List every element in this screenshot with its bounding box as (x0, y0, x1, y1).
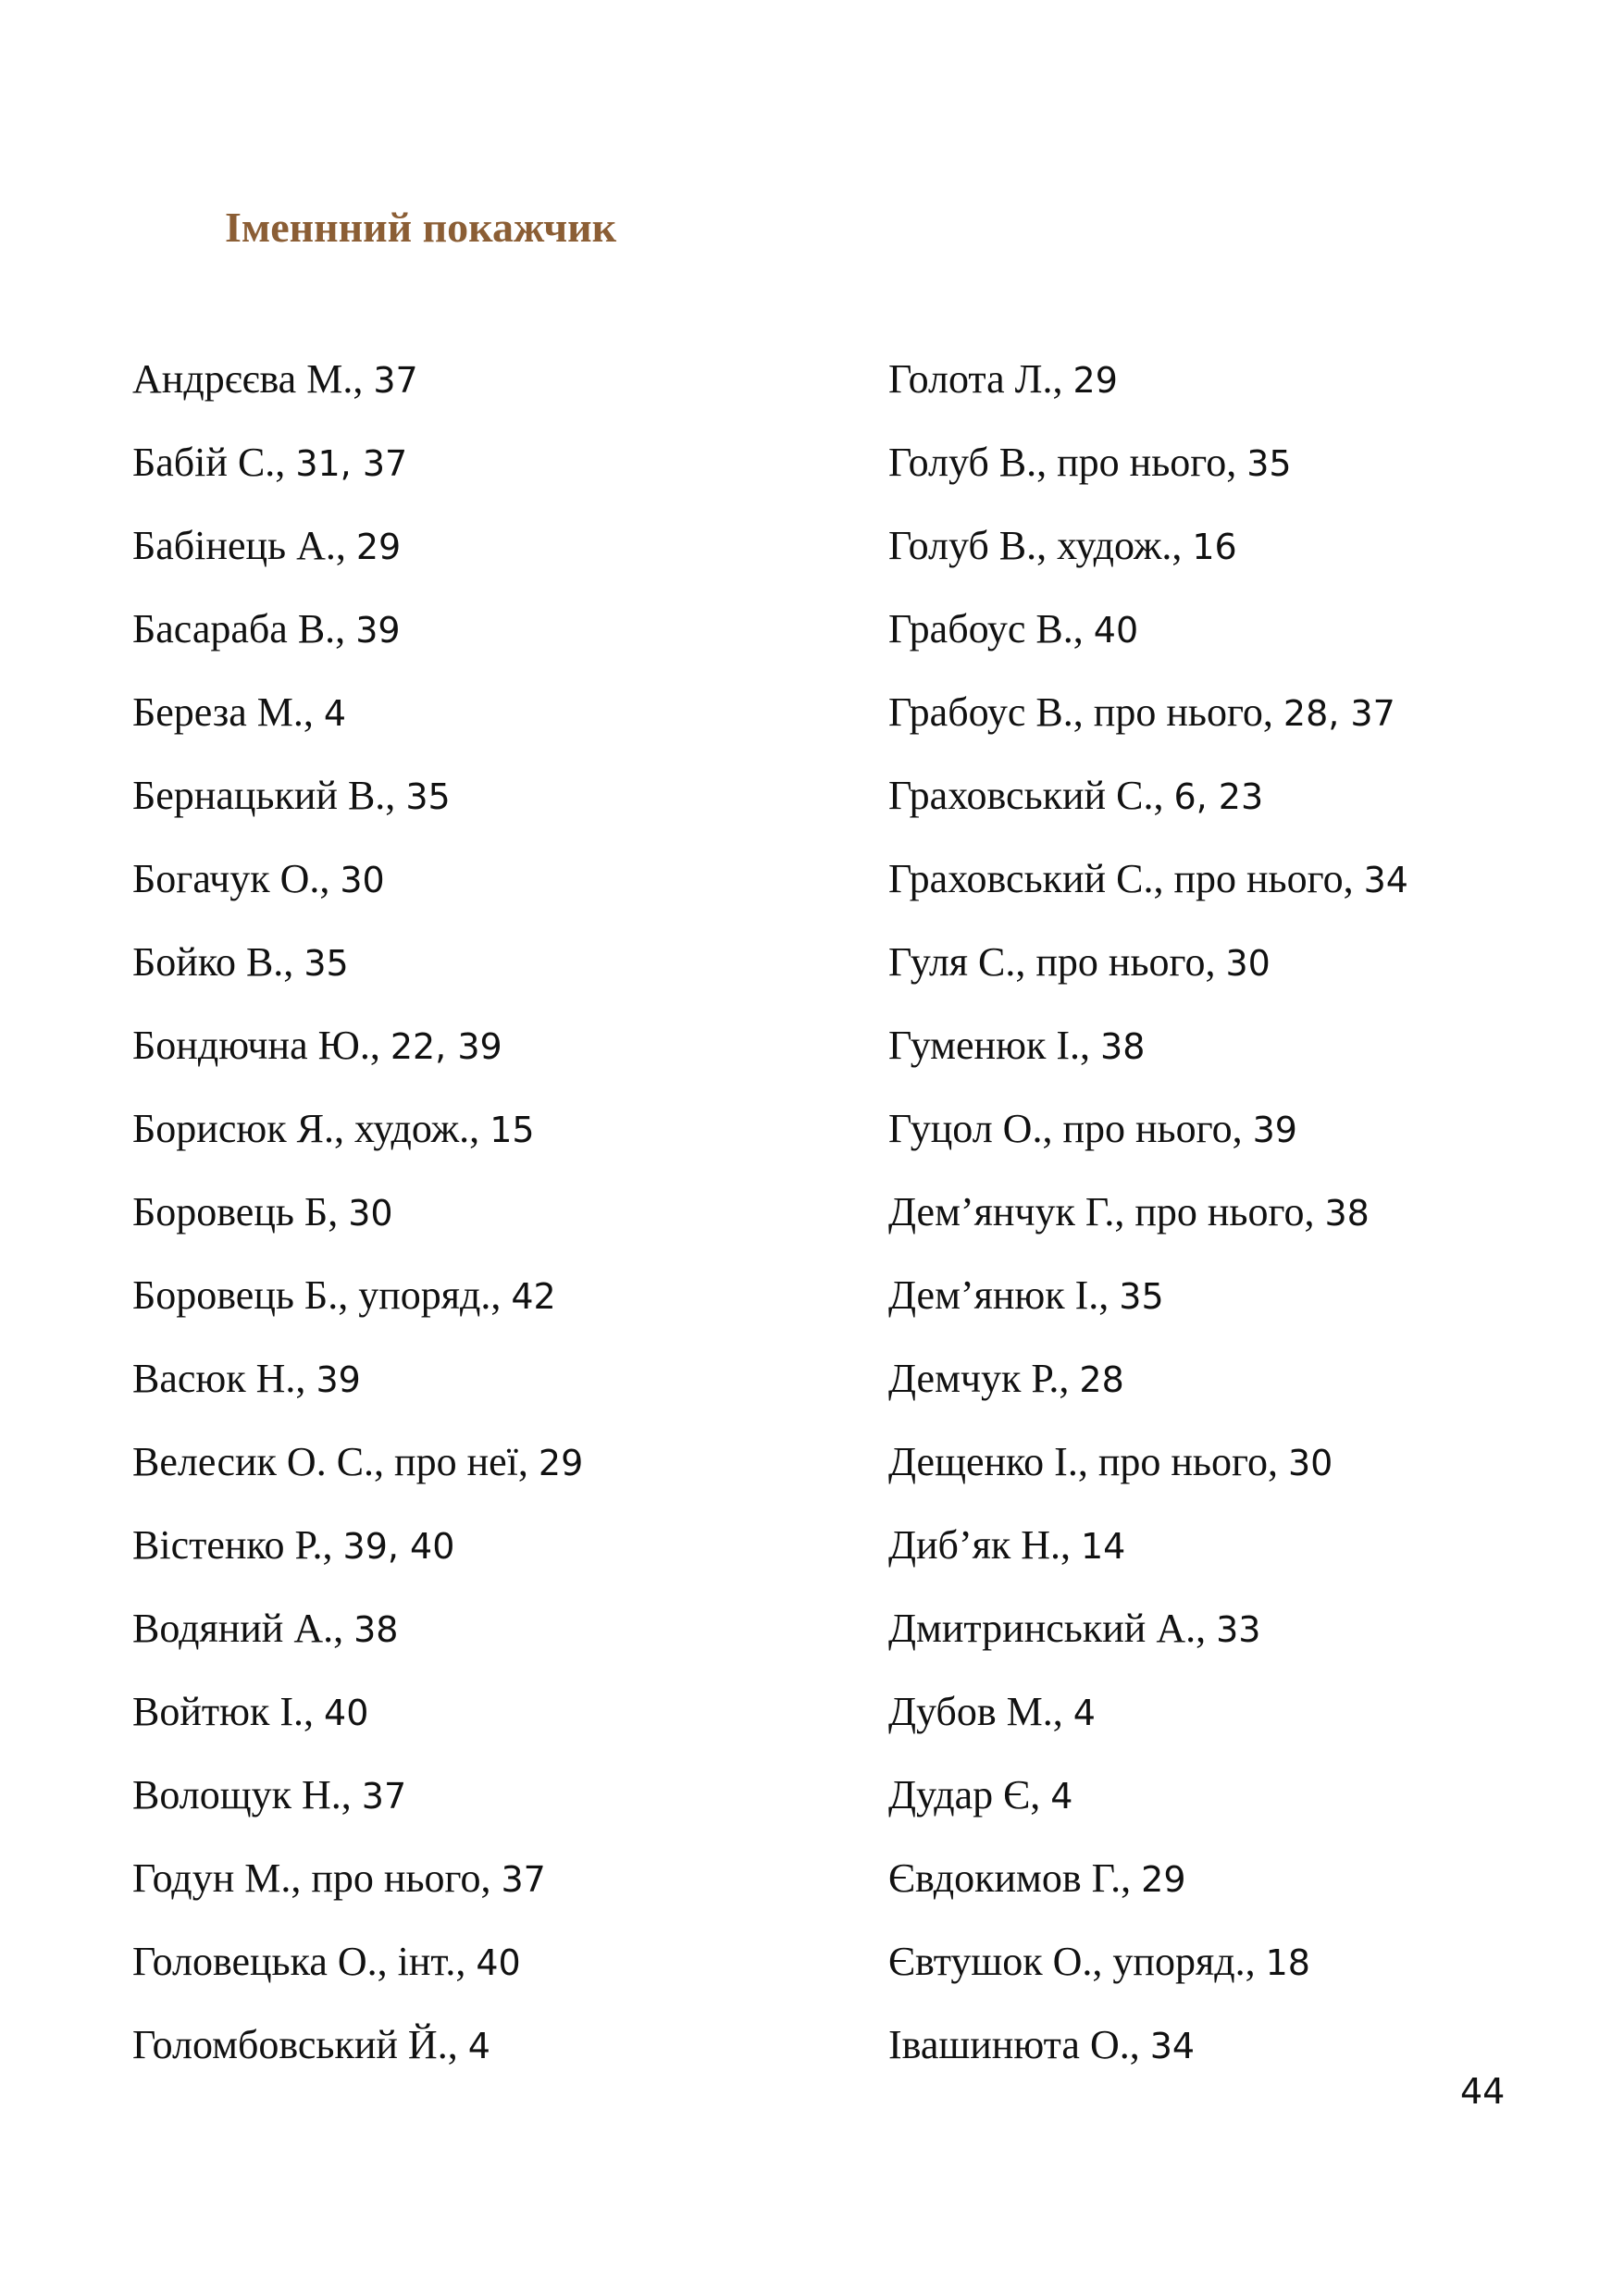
index-entry-pages: 30 (340, 860, 385, 900)
index-entry-name: Голомбовський Й., (132, 2022, 468, 2067)
index-entry-name: Вістенко Р., (132, 1522, 343, 1568)
index-entry (888, 435, 1408, 518)
index-entry (888, 518, 1408, 602)
index-entry-pages: 40 (324, 1693, 369, 1733)
index-entry-name: Дещенко І., про нього, (888, 1439, 1288, 1484)
index-entry-name: Водяний А., (132, 1606, 354, 1651)
index-entry-pages: 22, 39 (390, 1026, 502, 1067)
index-entry-pages: 28, 37 (1283, 693, 1395, 734)
index-entry-pages: 35 (304, 943, 349, 984)
index-entry-name: Бондючна Ю., (132, 1023, 391, 1068)
index-entry-pages: 40 (476, 1942, 521, 1983)
index-entry-pages: 35 (1119, 1276, 1164, 1317)
index-column-left (132, 352, 583, 2101)
page-number: 44 (1460, 2071, 1506, 2112)
index-entry-name: Дем’янюк І., (888, 1272, 1120, 1318)
index-entry-pages: 33 (1216, 1609, 1261, 1650)
index-entry-pages: 29 (1072, 360, 1118, 401)
index-entry (132, 602, 583, 685)
index-entry-pages: 40 (1093, 610, 1139, 651)
index-entry-name: Боровець Б, (132, 1189, 349, 1234)
index-entry (888, 1684, 1408, 1768)
index-entry (132, 768, 583, 851)
index-entry (132, 1518, 583, 1601)
index-entry-pages: 37 (373, 360, 418, 401)
index-entry (132, 1351, 583, 1434)
index-entry-name: Голуб В., про нього, (888, 440, 1247, 485)
index-entry-name: Волощук Н., (132, 1772, 362, 1817)
index-entry (888, 1601, 1408, 1684)
index-entry-pages: 34 (1363, 860, 1408, 900)
index-entry-pages: 4 (1072, 1693, 1096, 1733)
index-entry (132, 1268, 583, 1351)
index-entry (132, 1768, 583, 1851)
index-entry (132, 1934, 583, 2017)
index-entry (888, 1434, 1408, 1518)
index-entry (888, 1185, 1408, 1268)
index-entry-name: Грабоус В., про нього, (888, 689, 1283, 735)
index-entry (888, 1851, 1408, 1934)
index-entry-pages: 29 (1141, 1859, 1186, 1900)
index-entry-pages: 35 (1246, 443, 1292, 484)
index-entry-name: Дем’янчук Г., про нього, (888, 1189, 1325, 1234)
index-entry-name: Гуля С., про нього, (888, 939, 1226, 985)
index-entry-pages: 29 (355, 527, 402, 567)
index-entry-pages: 38 (353, 1609, 399, 1650)
index-entry-pages: 34 (1149, 2026, 1196, 2066)
index-entry-name: Голуб В., худож., (888, 523, 1193, 568)
index-entry-pages: 18 (1265, 1942, 1310, 1983)
index-entry (888, 1518, 1408, 1601)
index-entry-pages: 39 (1252, 1110, 1297, 1150)
index-entry-pages: 31, 37 (295, 443, 408, 484)
index-entry-pages: 30 (1287, 1443, 1333, 1483)
index-entry-pages: 30 (1225, 943, 1271, 984)
index-entry (132, 1434, 583, 1518)
index-entry-pages: 39 (355, 610, 401, 651)
index-entry-pages: 16 (1192, 527, 1237, 567)
index-entry-name: Боровець Б., упоряд., (132, 1272, 512, 1318)
index-entry-name: Береза М., (132, 689, 324, 735)
index-entry (132, 435, 583, 518)
index-entry-name: Велесик О. С., про неї, (132, 1439, 539, 1484)
index-column-right (888, 352, 1408, 2101)
index-entry-name: Граховський С., про нього, (888, 856, 1364, 901)
index-entry (132, 352, 583, 435)
index-entry-pages: 38 (1324, 1193, 1370, 1234)
index-entry (888, 352, 1408, 435)
index-entry (888, 935, 1408, 1018)
index-entry-pages: 29 (538, 1443, 584, 1483)
index-entry-name: Івашинюта О., (888, 2022, 1150, 2067)
index-entry (132, 935, 583, 1018)
index-entry (132, 685, 583, 768)
index-entry (132, 1018, 583, 1101)
index-entry-pages: 38 (1100, 1026, 1146, 1067)
index-entry-name: Головецька О., інт., (132, 1939, 477, 1984)
index-entry-name: Гуцол О., про нього, (888, 1106, 1253, 1151)
index-entry (132, 1684, 583, 1768)
index-entry-name: Дмитринський А., (888, 1606, 1217, 1651)
index-entry-name: Грабоус В., (888, 606, 1094, 651)
index-entry (888, 602, 1408, 685)
index-entry-pages: 39, 40 (342, 1526, 455, 1567)
index-entry-pages: 28 (1079, 1359, 1124, 1400)
index-entry (888, 1268, 1408, 1351)
index-entry (888, 1101, 1408, 1185)
index-entry (888, 2017, 1408, 2101)
index-entry (132, 851, 583, 935)
page-title: Іменнний покажчик (225, 204, 617, 251)
index-entry-name: Васюк Н., (132, 1356, 316, 1401)
index-entry-pages: 35 (405, 776, 451, 817)
index-entry-name: Євтушок О., упоряд., (888, 1939, 1266, 1984)
index-entry (132, 1851, 583, 1934)
index-entry-name: Диб’як Н., (888, 1522, 1081, 1568)
index-entry-pages: 39 (316, 1359, 361, 1400)
index-entry (132, 518, 583, 602)
index-entry-pages: 30 (348, 1193, 393, 1234)
index-entry-pages: 42 (511, 1276, 556, 1317)
index-entry (888, 851, 1408, 935)
index-entry (132, 1185, 583, 1268)
index-entry-name: Голота Л., (888, 356, 1073, 402)
index-entry-name: Бернацький В., (132, 773, 406, 818)
index-entry (132, 1101, 583, 1185)
index-entry-pages: 4 (467, 2026, 490, 2066)
index-entry (888, 768, 1408, 851)
index-entry-pages: 37 (361, 1776, 407, 1817)
index-entry-name: Андрєєва М., (132, 356, 374, 402)
index-entry-name: Граховський С., (888, 773, 1174, 818)
index-entry-pages: 37 (501, 1859, 546, 1900)
index-entry (888, 1934, 1408, 2017)
index-entry-pages: 4 (1050, 1776, 1073, 1817)
index-entry-pages: 14 (1081, 1526, 1126, 1567)
index-entry (888, 1351, 1408, 1434)
index-entry-name: Дудар Є, (888, 1772, 1051, 1817)
index-entry-name: Бойко В., (132, 939, 304, 985)
index-entry (888, 1768, 1408, 1851)
index-entry-name: Богачук О., (132, 856, 341, 901)
index-entry-pages: 15 (490, 1110, 535, 1150)
index-entry-pages: 4 (323, 693, 347, 734)
index-entry-name: Войтюк І., (132, 1689, 325, 1734)
index-entry (888, 685, 1408, 768)
index-entry-name: Годун М., про нього, (132, 1855, 502, 1901)
index-entry (132, 2017, 583, 2101)
index-entry-name: Дубов М., (888, 1689, 1073, 1734)
index-entry (132, 1601, 583, 1684)
index-entry-name: Демчук Р., (888, 1356, 1080, 1401)
index-entry-name: Бабій С., (132, 440, 296, 485)
index-entry-name: Борисюк Я., худож., (132, 1106, 490, 1151)
index-entry-name: Басараба В., (132, 606, 356, 651)
index-entry-name: Бабінець А., (132, 523, 356, 568)
index-entry-pages: 6, 23 (1173, 776, 1264, 817)
index-entry-name: Гуменюк І., (888, 1023, 1101, 1068)
index-entry-name: Євдокимов Г., (888, 1855, 1142, 1901)
index-entry (888, 1018, 1408, 1101)
